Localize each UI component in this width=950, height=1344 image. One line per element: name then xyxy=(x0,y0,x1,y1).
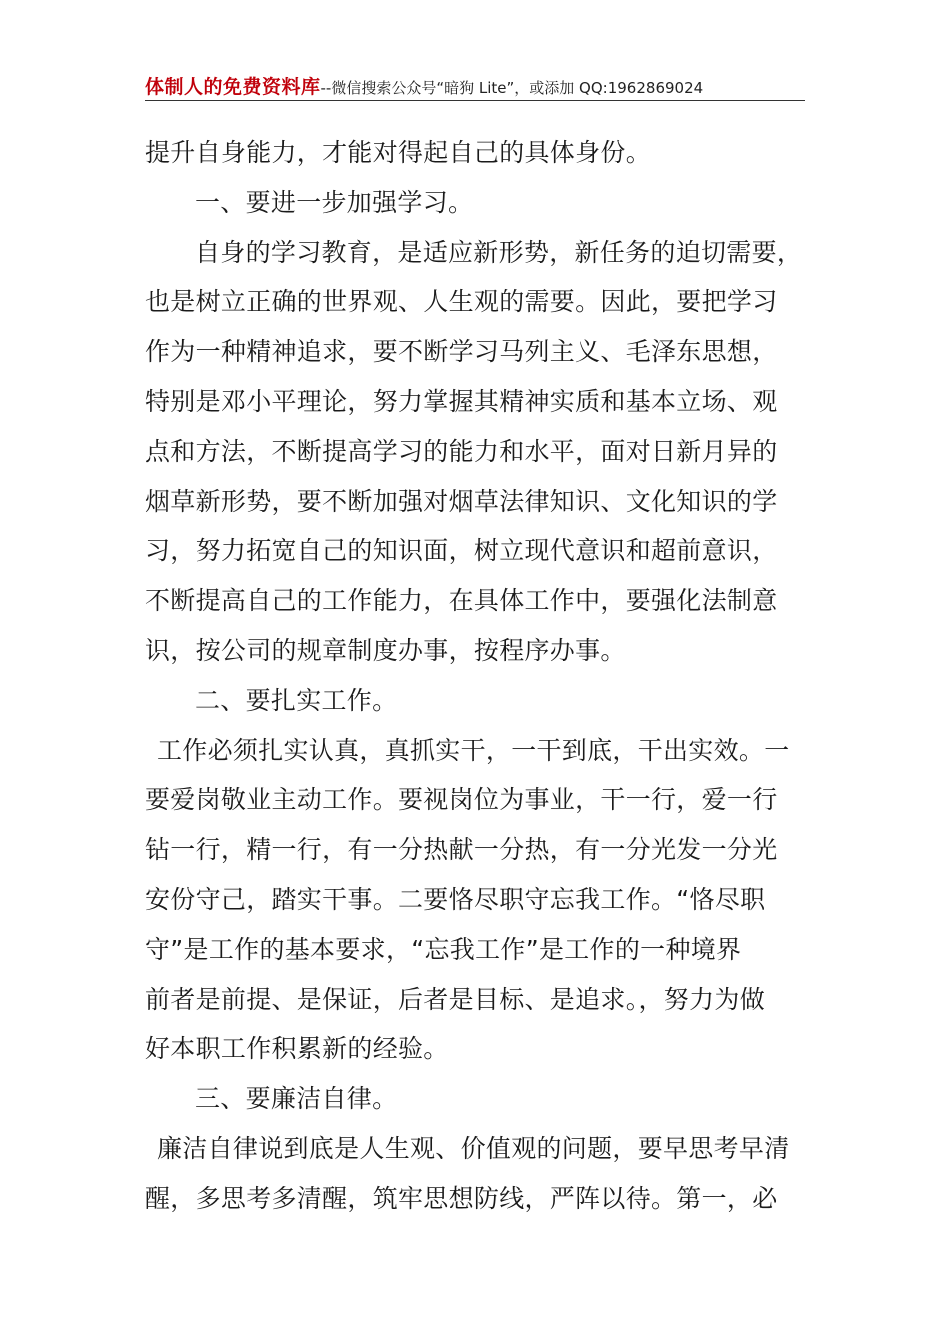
text-line: 识，按公司的规章制度办事，按程序办事。 xyxy=(145,635,626,665)
text-line: 自身的学习教育，是适应新形势，新任务的迫切需要， xyxy=(195,237,803,267)
text-line: 也是树立正确的世界观、人生观的需要。因此，要把学习 xyxy=(145,287,778,317)
text-line: 习，努力拓宽自己的知识面，树立现代意识和超前意识， xyxy=(145,536,778,566)
document-body xyxy=(145,128,811,1224)
section-heading: 二、要扎实工作。 xyxy=(195,685,398,715)
text-line: 安份守己，踏实干事。二要恪尽职守忘我工作。“恪尽职 xyxy=(145,884,766,914)
section-heading: 三、要廉洁自律。 xyxy=(195,1084,398,1114)
text-line: 醒，多思考多清醒，筑牢思想防线，严阵以待。第一，必 xyxy=(145,1183,778,1213)
text-line: 守”是工作的基本要求，“忘我工作”是工作的一种境界 xyxy=(145,934,742,964)
text-line: 点和方法，不断提高学习的能力和水平，面对日新月异的 xyxy=(145,436,778,466)
section-heading: 一、要进一步加强学习。 xyxy=(195,187,474,217)
header-brand: 体制人的免费资料库 xyxy=(145,76,321,98)
text-line: 前者是前提、是保证，后者是目标、是追求。，努力为做 xyxy=(145,984,766,1014)
text-line: 不断提高自己的工作能力，在具体工作中，要强化法制意 xyxy=(145,586,778,616)
header-contact-note: --微信搜索公众号“暗狗 Lite”，或添加 QQ:1962869024 xyxy=(320,79,704,97)
text-line: 好本职工作积累新的经验。 xyxy=(145,1034,449,1064)
text-line: 钻一行，精一行，有一分热献一分热，有一分光发一分光 xyxy=(145,835,778,865)
text-line: 工作必须扎实认真，真抓实干，一干到底，干出实效。一 xyxy=(157,735,790,765)
text-line: 作为一种精神追求，要不断学习马列主义、毛泽东思想， xyxy=(145,337,778,367)
text-line: 廉洁自律说到底是人生观、价值观的问题，要早思考早清 xyxy=(157,1133,790,1163)
text-line: 特别是邓小平理论，努力掌握其精神实质和基本立场、观 xyxy=(145,386,778,416)
page-header xyxy=(145,72,805,101)
text-line: 提升自身能力，才能对得起自己的具体身份。 xyxy=(145,138,652,167)
text-line: 烟草新形势，要不断加强对烟草法律知识、文化知识的学 xyxy=(145,486,778,516)
text-line: 要爱岗敬业主动工作。要视岗位为事业，干一行，爱一行 xyxy=(145,785,778,815)
